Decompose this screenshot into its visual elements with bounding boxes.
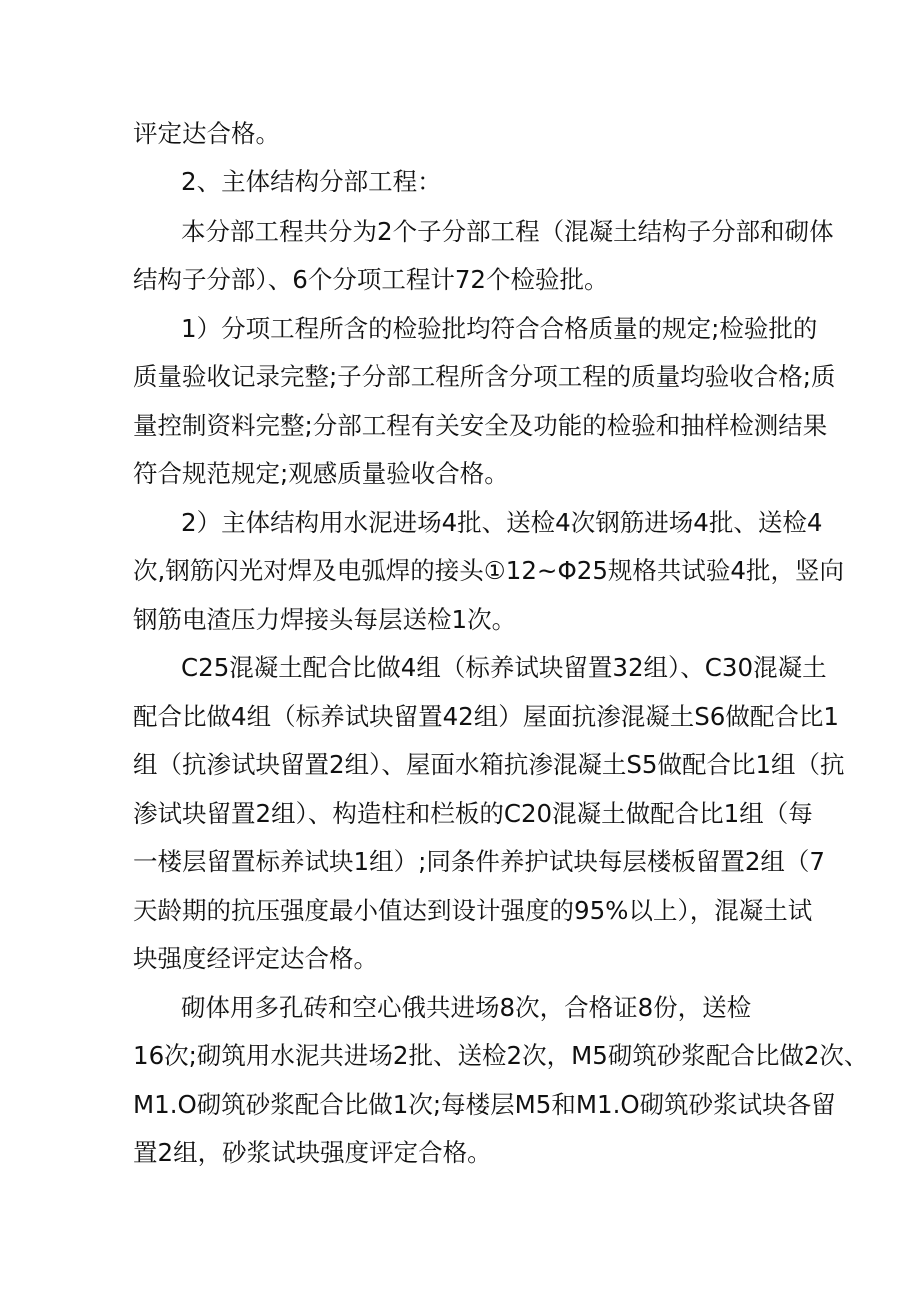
paragraph-line: C25混凝土配合比做4组（标养试块留置32组）、C30混凝土: [181, 653, 827, 682]
paragraph-line: 量控制资料完整;分部工程有关安全及功能的检验和抽样检测结果: [133, 411, 828, 440]
paragraph-line: 16次;砌筑用水泥共进场2批、送检2次，M5砌筑砂浆配合比做2次、: [133, 1041, 869, 1070]
paragraph-line: 评定达合格。: [133, 119, 280, 148]
paragraph-line: 一楼层留置标养试块1组）;同条件养护试块每层楼板留置2组（7: [133, 847, 826, 876]
paragraph-line: 块强度经评定达合格。: [133, 944, 378, 973]
paragraph-line: 天龄期的抗压强度最小值达到设计强度的95%以上），混凝土试: [133, 896, 813, 925]
section-heading: 2、主体结构分部工程：: [181, 167, 442, 196]
paragraph-line: 渗试块留置2组）、构造柱和栏板的C20混凝土做配合比1组（每: [133, 799, 813, 828]
paragraph-line: 2）主体结构用水泥进场4批、送检4次钢筋进场4批、送检4: [181, 508, 823, 537]
paragraph-line: 砌体用多孔砖和空心俄共进场8次，合格证8份，送检: [181, 993, 752, 1022]
paragraph-line: M1.O砌筑砂浆配合比做1次;每楼层M5和M1.O砌筑砂浆试块各留: [133, 1090, 836, 1119]
paragraph-line: 本分部工程共分为2个子分部工程（混凝土结构子分部和砌体: [181, 217, 834, 246]
paragraph-line: 置2组，砂浆试块强度评定合格。: [133, 1138, 492, 1167]
paragraph-line: 次,钢筋闪光对焊及电弧焊的接头①12~Φ25规格共试验4批，竖向: [133, 556, 844, 585]
paragraph-line: 钢筋电渣压力焊接头每层送检1次。: [133, 605, 517, 634]
paragraph-line: 配合比做4组（标养试块留置42组）屋面抗渗混凝土S6做配合比1: [133, 702, 839, 731]
paragraph-line: 1）分项工程所含的检验批均符合合格质量的规定;检验批的: [181, 314, 818, 343]
paragraph-line: 结构子分部）、6个分项工程计72个检验批。: [133, 265, 609, 294]
paragraph-line: 质量验收记录完整;子分部工程所含分项工程的质量均验收合格;质: [133, 362, 836, 391]
paragraph-line: 符合规范规定;观感质量验收合格。: [133, 459, 509, 488]
paragraph-line: 组（抗渗试块留置2组）、屋面水箱抗渗混凝土S5做配合比1组（抗: [133, 750, 845, 779]
